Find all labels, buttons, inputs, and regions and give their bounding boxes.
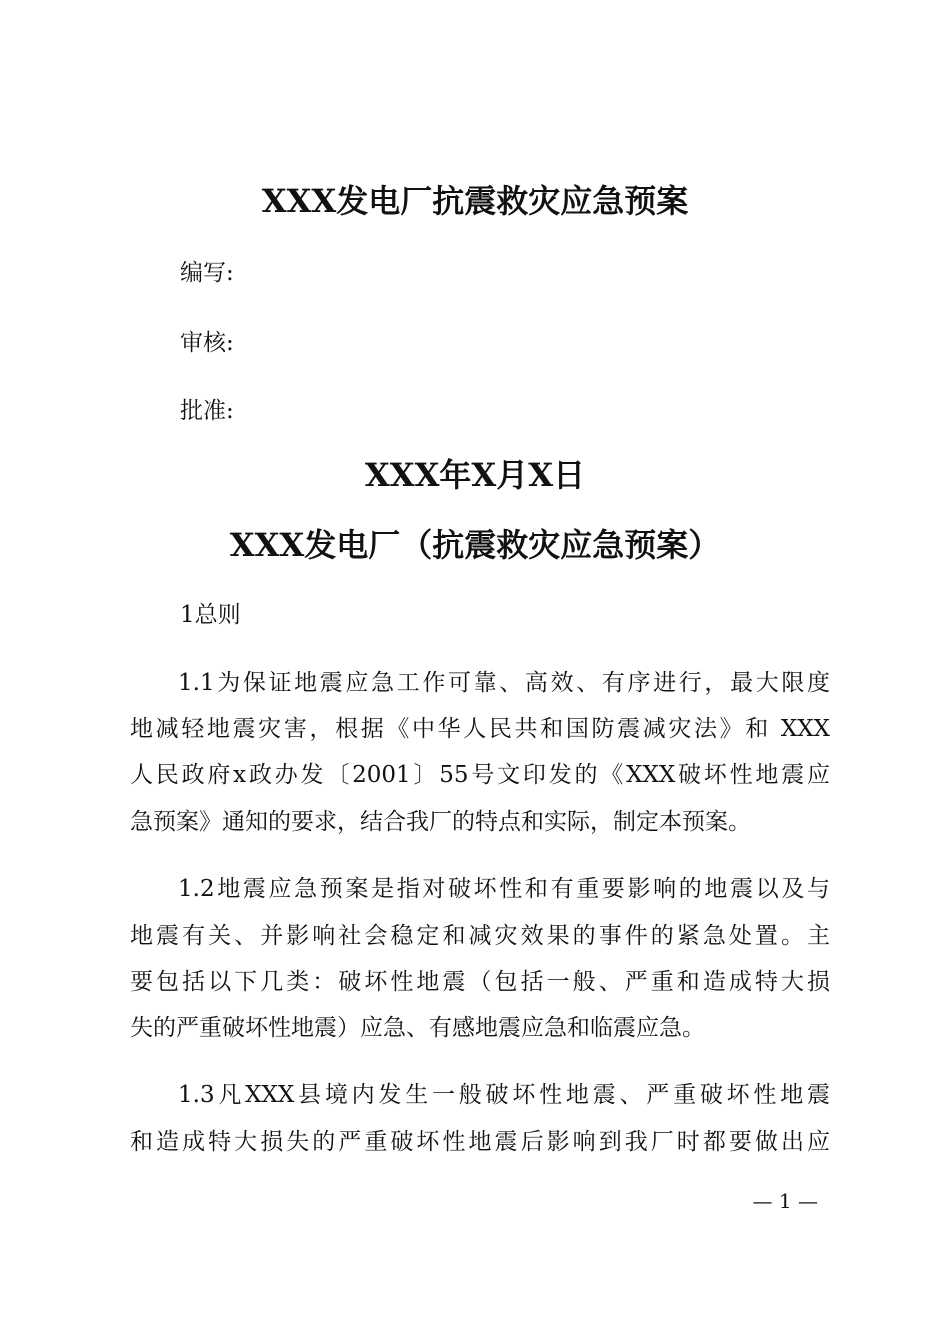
paragraph-line: 1.3凡XXX县境内发生一般破坏性地震、严重破坏性地震 (178, 1082, 830, 1108)
document-title: XXX发电厂抗震救灾应急预案 (261, 182, 689, 220)
paragraph-line: 要包括以下几类：破坏性地震（包括一般、严重和造成特大损 (130, 969, 830, 995)
document-subtitle: XXX发电厂（抗震救灾应急预案） (229, 526, 721, 564)
section-heading: 1总则 (180, 602, 241, 628)
paragraph-line: 1.1为保证地震应急工作可靠、高效、有序进行，最大限度 (178, 670, 830, 696)
approver-field-label: 批准: (180, 398, 234, 424)
page-number: — 1 — (752, 1189, 818, 1213)
paragraph-line: 和造成特大损失的严重破坏性地震后影响到我厂时都要做出应 (130, 1129, 830, 1155)
author-field-label: 编写: (180, 260, 234, 286)
paragraph-line: 地减轻地震灾害，根据《中华人民共和国防震减灾法》和 XXX (130, 716, 830, 742)
paragraph-line: 1.2地震应急预案是指对破坏性和有重要影响的地震以及与 (178, 876, 830, 902)
reviewer-field-label: 审核: (180, 330, 234, 356)
paragraph-line: 人民政府x政办发〔2001〕55号文印发的《XXX破坏性地震应 (130, 762, 830, 788)
paragraph-line: 急预案》通知的要求，结合我厂的特点和实际，制定本预案。 (130, 809, 751, 835)
paragraph-line: 失的严重破坏性地震）应急、有感地震应急和临震应急。 (130, 1015, 705, 1041)
paragraph-line: 地震有关、并影响社会稳定和减灾效果的事件的紧急处置。主 (130, 923, 830, 949)
document-date: XXX年X月X日 (364, 456, 586, 494)
